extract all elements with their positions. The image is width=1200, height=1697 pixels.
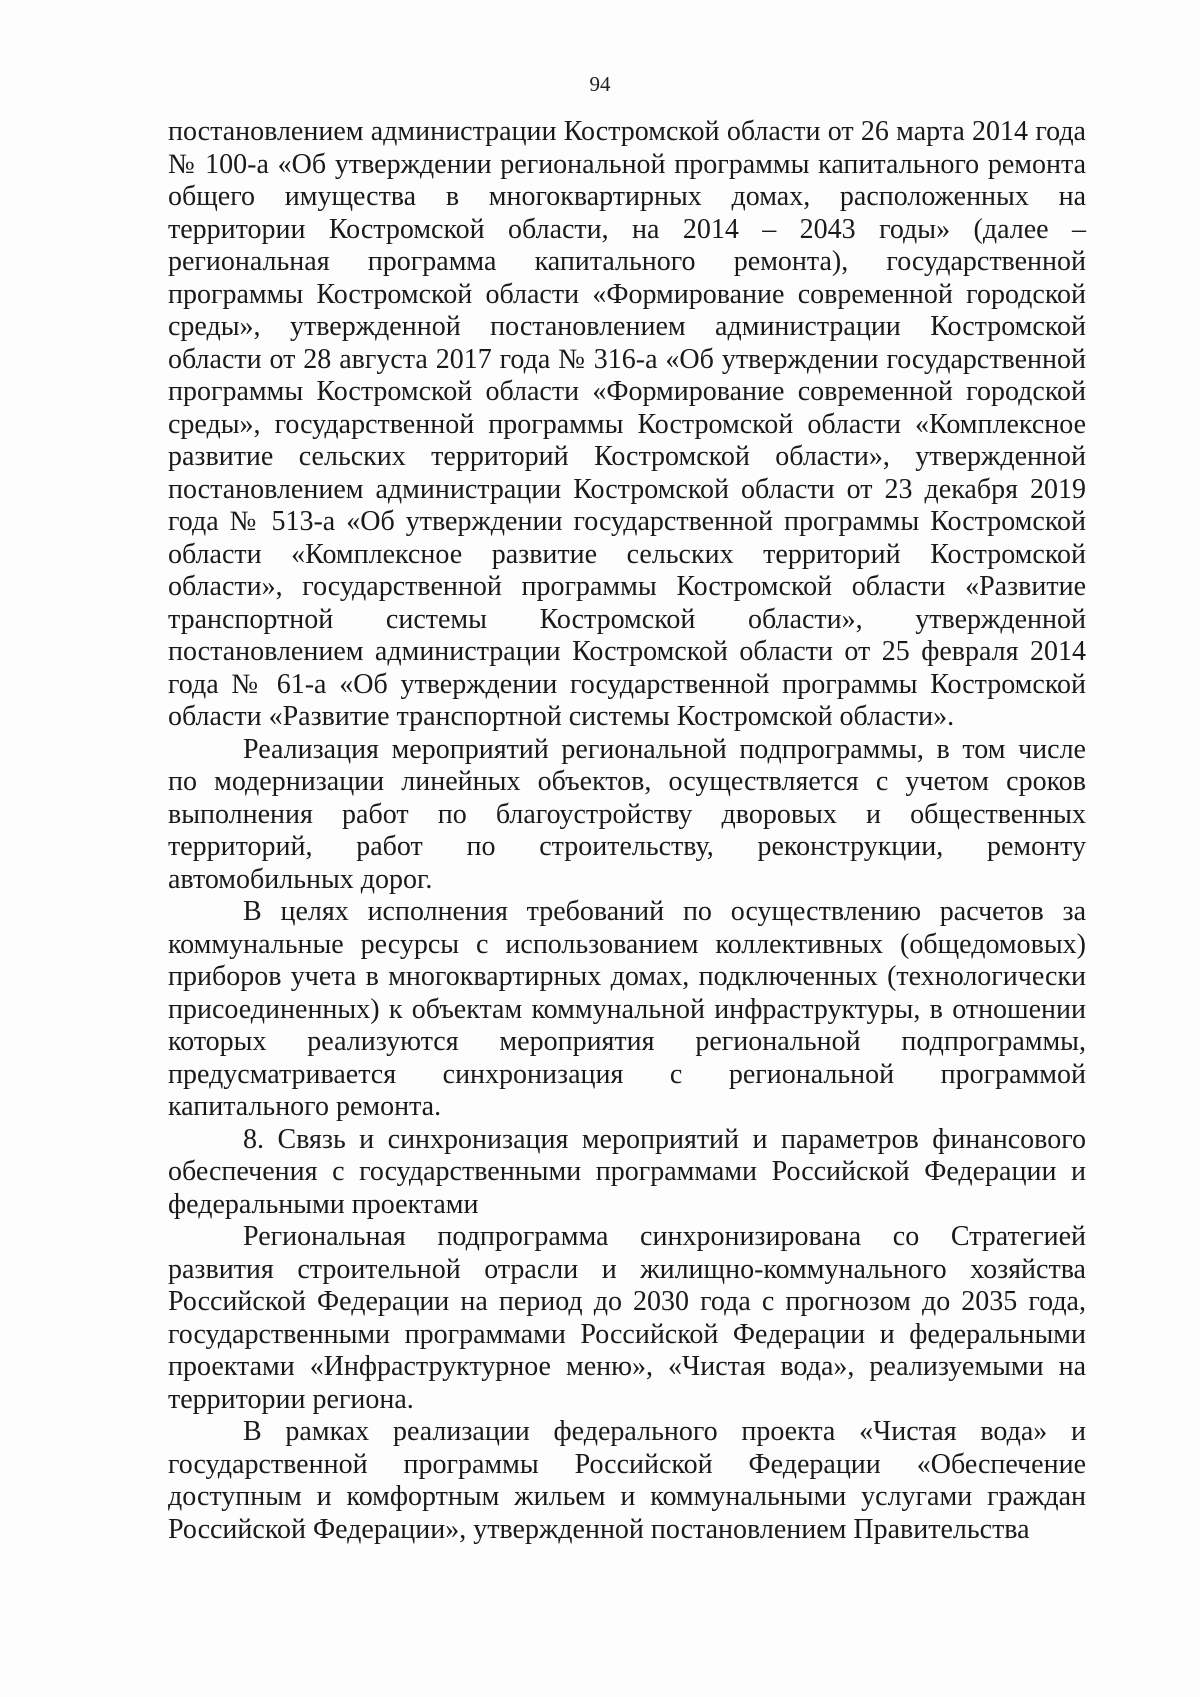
section-heading-8: 8. Связь и синхронизация мероприятий и параметров финансового обеспечения с государственными программами Российской Федерации и федеральными проектами: [168, 1123, 1086, 1220]
document-body: [168, 116, 1086, 1546]
paragraph-implementation: Реализация мероприятий региональной подпрограммы, в том числе по модернизации линейных объектов, осуществляется с учетом сроков выполнения работ по благоустройству дворовых и общественных территорий, работ по строительству, реконструкции, ремонту автомобильных дорог.: [168, 733, 1086, 895]
paragraph-clean-water: В рамках реализации федерального проекта «Чистая вода» и государственной программы Российской Федерации «Обеспечение доступным и комфортным жильем и коммунальными услугами граждан Российской Федерации», утвержденной постановлением Правительства: [168, 1416, 1086, 1545]
page-number: 94: [589, 72, 611, 96]
paragraph-strategy: Региональная подпрограмма синхронизирована со Стратегией развития строительной отрасли и жилищно-коммунального хозяйства Российской Федерации на период до 2030 года с прогнозом до 2035 года, государственными программами Российской Федерации и федеральными проектами «Инфраструктурное меню», «Чистая вода», реализуемыми на территории региона.: [168, 1221, 1086, 1415]
paragraph-metering: В целях исполнения требований по осуществлению расчетов за коммунальные ресурсы с использованием коллективных (общедомовых) приборов учета в многоквартирных домах, подключенных (технологически присоединенных) к объектам коммунальной инфраструктуры, в отношении которых реализуются мероприятия региональной подпрограммы, предусматривается синхронизация с региональной программой капитального ремонта.: [168, 896, 1086, 1122]
paragraph-continuation: постановлением администрации Костромской области от 26 марта 2014 года № 100-а «Об утверждении региональной программы капитального ремонта общего имущества в многоквартирных домах, расположенных на территории Костромской области, на 2014 – 2043 годы» (далее – региональная программа капитального ремонта), государственной программы Костромской области «Формирование современной городской среды», утвержденной постановлением администрации Костромской области от 28 августа 2017 года № 316-а «Об утверждении государственной программы Костромской области «Формирование современной городской среды», государственной программы Костромской области «Комплексное развитие сельских территорий Костромской области», утвержденной постановлением администрации Костромской области от 23 декабря 2019 года № 513-а «Об утверждении государственной программы Костромской области «Комплексное развитие сельских территорий Костромской области», государственной программы Костромской области «Развитие транспортной системы Костромской области», утвержденной постановлением администрации Костромской области от 25 февраля 2014 года № 61-а «Об утверждении государственной программы Костромской области «Развитие транспортной системы Костромской области».: [168, 116, 1086, 732]
